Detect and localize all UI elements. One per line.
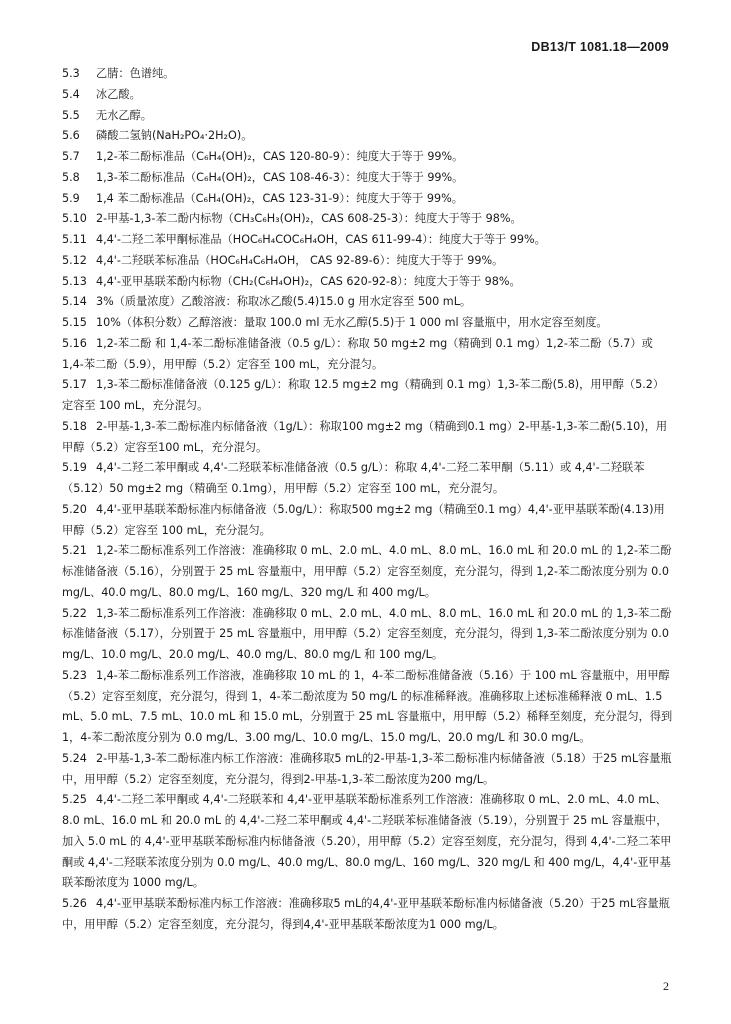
clause-text: 1,3-苯二酚标准储备液（0.125 g/L）：称取 12.5 mg±2 mg（精确到 0.1 mg）1,3-苯二酚(5.8)，用甲醇（5.2）定容至 100 mL，充分混匀。 <box>62 378 665 412</box>
clause-paragraph <box>62 334 674 376</box>
clause-paragraph <box>62 458 674 500</box>
document-code: DB13/T 1081.18—2009 <box>531 40 669 54</box>
clause-number: 5.7 <box>62 150 80 163</box>
clause-text: 10%（体积分数）乙醇溶液：量取 100.0 ml 无水乙醇(5.5)于 1 000 ml 容量瓶中，用水定容至刻度。 <box>96 316 608 329</box>
clause-paragraph <box>62 189 674 210</box>
clause-number: 5.12 <box>62 253 87 267</box>
clause-number: 5.20 <box>62 502 87 516</box>
clause-text: 无水乙醇。 <box>96 108 152 122</box>
clause-text: 2-甲基-1,3-苯二酚标准内标储备液（1g/L）：称取100 mg±2 mg（精确到0.1 mg）2-甲基-1,3-苯二酚(5.10)，用甲醇（5.2）定容至100 mL，充分混匀。 <box>62 419 668 454</box>
clause-paragraph <box>62 541 674 603</box>
clause-text: 3%（质量浓度）乙酸溶液：称取冰乙酸(5.4)15.0 g 用水定容至 500 mL。 <box>96 295 472 309</box>
clause-paragraph <box>62 500 674 542</box>
clause-paragraph <box>62 168 674 189</box>
clause-number: 5.16 <box>62 336 87 350</box>
clause-paragraph <box>62 272 674 293</box>
clause-text: 冰乙酸。 <box>96 87 141 101</box>
clause-text: 1,3-苯二酚标准系列工作溶液：准确移取 0 mL、2.0 mL、4.0 mL、8.0 mL、16.0 mL 和 20.0 mL 的 1,3-苯二酚标准储备液（5.17），分别置于 25 mL 容量瓶中，用甲醇（5.2）定容至刻度，充分混匀，得到 1,3-苯二酚浓度分别为 0.0 mg/L、10.0 mg/L、20.0 mg/L、40.0 mg/L、80.0 mg/L 和 100 mg/L。 <box>62 606 672 661</box>
clause-text: 磷酸二氢钠(NaH₂PO₄·2H₂O)。 <box>96 129 253 143</box>
clause-text: 乙腈：色谱纯。 <box>96 67 175 80</box>
clause-text: 1,4 苯二酚标准品（C₆H₄(OH)₂，CAS 123-31-9）：纯度大于等于 99%。 <box>96 191 463 205</box>
clause-text: 4,4'-二羟二苯甲酮或 4,4'-二羟联苯和 4,4'-亚甲基联苯酚标准系列工作溶液：准确移取 0 mL、2.0 mL、4.0 mL、8.0 mL、16.0 mL 和 20.0 mL 的 4,4'-二羟二苯甲酮或 4,4'-二羟联苯标准储备液（5.19），分别置于 25 mL 容量瓶中，加入 5.0 mL 的 4,4'-亚甲基联苯酚标准内标储备液（5.20），用甲醇（5.2）定容至刻度，充分混匀，得到 4,4'-二羟二苯甲酮或 4,4'-二羟联苯浓度分别为 0.0 mg/L、40.0 mg/L、80.0 mg/L、160 mg/L、320 mg/L 和 400 mg/L，4,4'-亚甲基联苯酚浓度为 1000 mg/L。 <box>62 793 672 890</box>
clause-paragraph <box>62 666 674 749</box>
clause-text: 4,4'-二羟联苯标准品（HOC₆H₄C₆H₄OH， CAS 92-89-6）：纯度大于等于 99%。 <box>96 253 504 267</box>
clause-number: 5.26 <box>62 897 87 910</box>
clause-number: 5.24 <box>62 751 87 765</box>
clause-number: 5.11 <box>62 233 87 246</box>
clause-number: 5.22 <box>62 606 87 620</box>
clause-paragraph <box>62 106 674 127</box>
clause-number: 5.6 <box>62 129 80 143</box>
clause-text: 4,4'-亚甲基联苯酚标准内标储备液（5.0g/L）：称取500 mg±2 mg（精确至0.1 mg）4,4'-亚甲基联苯酚(4.13)用甲醇（5.2）定容至 100 mL，充分混匀。 <box>62 502 665 537</box>
clause-number: 5.13 <box>62 274 87 288</box>
clause-text: 4,4'-二羟二苯甲酮标准品（HOC₆H₄COC₆H₄OH，CAS 611-99-4）：纯度大于等于 99%。 <box>96 233 546 246</box>
clause-number: 5.3 <box>62 67 80 80</box>
page-number: 2 <box>663 979 669 993</box>
clause-number: 5.8 <box>62 170 80 184</box>
clause-number: 5.25 <box>62 793 87 807</box>
clause-paragraph <box>62 313 674 334</box>
clause-paragraph <box>62 604 674 666</box>
clause-paragraph <box>62 251 674 272</box>
clause-text: 4,4'-亚甲基联苯酚内标物（CH₂(C₆H₄OH)₂，CAS 620-92-8）：纯度大于等于 98%。 <box>96 274 521 288</box>
clause-number: 5.5 <box>62 108 80 122</box>
clause-paragraph <box>62 85 674 106</box>
clause-paragraph <box>62 749 674 791</box>
clause-text: 1,3-苯二酚标准品（C₆H₄(OH)₂，CAS 108-46-3）：纯度大于等于 99%。 <box>96 170 464 184</box>
clause-text: 1,2-苯二酚 和 1,4-苯二酚标准储备液（0.5 g/L）：称取 50 mg±2 mg（精确到 0.1 mg）1,2-苯二酚（5.7）或 1,4-苯二酚（5.9），用甲醇（5.2）定容至 100 mL，充分混匀。 <box>62 336 653 371</box>
clause-paragraph <box>62 126 674 147</box>
document-body <box>62 64 674 936</box>
clause-text: 2-甲基-1,3-苯二酚内标物（CH₃C₆H₃(OH)₂，CAS 608-25-3）：纯度大于等于 98%。 <box>96 212 522 226</box>
clause-paragraph <box>62 894 674 936</box>
clause-number: 5.9 <box>62 191 80 205</box>
clause-number: 5.23 <box>62 668 87 682</box>
clause-number: 5.15 <box>62 316 87 329</box>
clause-paragraph <box>62 790 674 894</box>
clause-number: 5.18 <box>62 419 87 433</box>
clause-paragraph <box>62 292 674 313</box>
clause-number: 5.17 <box>62 378 87 392</box>
clause-text: 2-甲基-1,3-苯二酚标准内标工作溶液：准确移取5 mL的2-甲基-1,3-苯二酚标准内标储备液（5.18）于25 mL容量瓶中，用甲醇（5.2）定容至刻度，充分混匀，得到2-甲基-1,3-苯二酚浓度为200 mg/L。 <box>62 751 672 786</box>
clause-paragraph <box>62 417 674 459</box>
clause-paragraph <box>62 147 674 168</box>
clause-number: 5.10 <box>62 212 87 226</box>
clause-number: 5.14 <box>62 295 87 309</box>
clause-paragraph <box>62 64 674 85</box>
clause-text: 4,4'-亚甲基联苯酚标准内标工作溶液：准确移取5 mL的4,4'-亚甲基联苯酚标准内标储备液（5.20）于25 mL容量瓶中，用甲醇（5.2）定容至刻度，充分混匀，得到4,4'-亚甲基联苯酚浓度为1 000 mg/L。 <box>62 897 670 931</box>
clause-paragraph <box>62 230 674 251</box>
clause-text: 1,2-苯二酚标准系列工作溶液：准确移取 0 mL、2.0 mL、4.0 mL、8.0 mL、16.0 mL 和 20.0 mL 的 1,2-苯二酚标准储备液（5.16），分别置于 25 mL 容量瓶中，用甲醇（5.2）定容至刻度，充分混匀，得到 1,2-苯二酚浓度分别为 0.0 mg/L、40.0 mg/L、80.0 mg/L、160 mg/L、320 mg/L 和 400 mg/L。 <box>62 544 672 599</box>
clause-number: 5.21 <box>62 544 87 558</box>
clause-number: 5.19 <box>62 461 87 475</box>
clause-paragraph <box>62 209 674 230</box>
clause-text: 1,2-苯二酚标准品（C₆H₄(OH)₂，CAS 120-80-9）：纯度大于等于 99%。 <box>96 150 464 163</box>
clause-text: 1,4-苯二酚标准系列工作溶液，准确移取 10 mL 的 1，4-苯二酚标准储备液（5.16）于 100 mL 容量瓶中，用甲醇（5.2）定容至刻度，充分混匀，得到 1，4-苯二酚浓度为 50 mg/L 的标准稀释液。准确移取上述标准稀释液 0 mL、1.5 mL、5.0 mL、7.5 mL、10.0 mL 和 15.0 mL，分别置于 25 mL 容量瓶中，用甲醇（5.2）稀释至刻度，充分混匀，得到 1，4-苯二酚浓度分别为 0.0 mg/L、3.00 mg/L、10.0 mg/L、15.0 mg/L、20.0 mg/L 和 30.0 mg/L。 <box>62 668 673 744</box>
clause-text: 4,4'-二羟二苯甲酮或 4,4'-二羟联苯标准储备液（0.5 g/L）：称取 4,4'-二羟二苯甲酮（5.11）或 4,4'-二羟联苯（5.12）50 mg±2 mg（精确至 0.1mg），用甲醇（5.2）定容至 100 mL，充分混匀。 <box>62 461 645 495</box>
clause-paragraph <box>62 375 674 417</box>
clause-number: 5.4 <box>62 87 80 101</box>
